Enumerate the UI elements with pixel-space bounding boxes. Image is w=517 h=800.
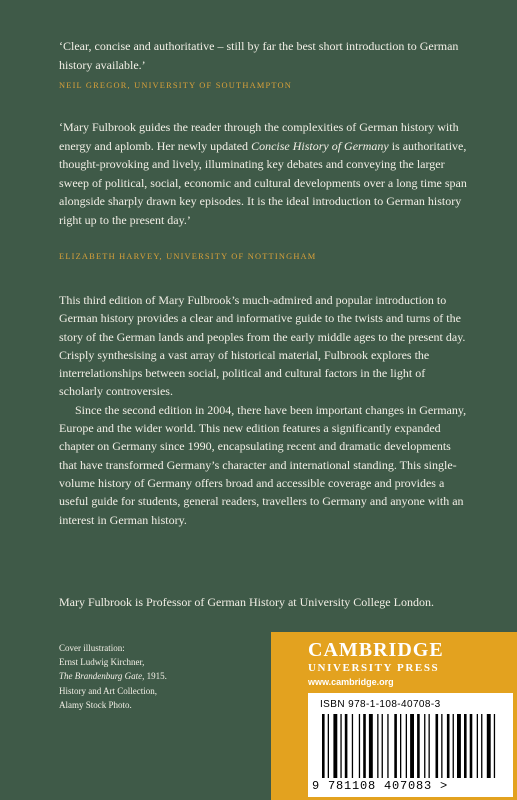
- review-attribution-1: NEIL GREGOR, UNIVERSITY OF SOUTHAMPTON: [59, 81, 293, 90]
- credit-work-title: The Brandenburg Gate: [59, 671, 143, 682]
- barcode-number: 9 781108 407083 >: [312, 779, 449, 793]
- barcode-icon: [322, 714, 502, 778]
- description-paragraph-2: Since the second edition in 2004, there have been important changes in Germany, Europe and the wider world. This new edition features a significantly expanded chapter on Germany since 1990, encapsulating recent and dramatic developments that have transformed Germany’s character and international standing. This single-volume history of Germany offers broad and accessible coverage and provides a useful guide for students, general readers, travellers to Germany and anyone with an interest in German history.: [59, 402, 467, 527]
- credit-work-year: , 1915.: [142, 671, 167, 682]
- barcode-box: [308, 693, 513, 797]
- review-attribution-2: ELIZABETH HARVEY, UNIVERSITY OF NOTTINGHAM: [59, 252, 317, 261]
- book-description: [59, 291, 469, 529]
- credit-source-2: Alamy Stock Photo.: [59, 699, 132, 710]
- review-quote-1-text: ‘Clear, concise and authoritative – still by far the best short introduction to German history available.’: [59, 39, 459, 72]
- publisher-panel: [271, 632, 517, 800]
- isbn-label: ISBN 978-1-108-40708-3: [320, 699, 441, 710]
- publisher-url: www.cambridge.org: [308, 677, 394, 687]
- publisher-logo: CAMBRIDGE: [308, 639, 444, 661]
- credit-heading: Cover illustration:: [59, 643, 125, 653]
- review-quote-2-book-title: Concise History of Germany: [251, 138, 389, 153]
- credit-artist: Ernst Ludwig Kirchner,: [59, 657, 145, 668]
- publisher-press-name: UNIVERSITY PRESS: [308, 662, 440, 674]
- description-paragraph-1: This third edition of Mary Fulbrook’s much-admired and popular introduction to German history provides a clear and informative guide to the twists and turns of the story of the German lands and peoples from the early middle ages to the present day. Crisply synthesising a vast array of historical material, Fulbrook explores the interrelationships between social, political and cultural factors in the light of scholarly controversies.: [59, 293, 466, 399]
- author-bio: Mary Fulbrook is Professor of German History at University College London.: [59, 595, 434, 609]
- review-quote-2: [59, 118, 469, 229]
- review-quote-2-text-after: is authoritative, thought-provoking and lively, illuminating key debates and conveying the larger sweep of political, social, economic and cultural developments over a long time span alongside sharply drawn key episodes. It is the ideal introduction to German history right up to the present day.’: [59, 138, 467, 227]
- credit-work: [59, 669, 259, 683]
- review-quote-2-text-before: ‘Mary Fulbrook guides the reader through the complexities of German history with energy and aplomb. Her newly updated: [59, 120, 459, 153]
- cover-illustration-credit: [59, 641, 259, 712]
- review-quote-1: [59, 37, 469, 74]
- credit-source-1: History and Art Collection,: [59, 685, 157, 696]
